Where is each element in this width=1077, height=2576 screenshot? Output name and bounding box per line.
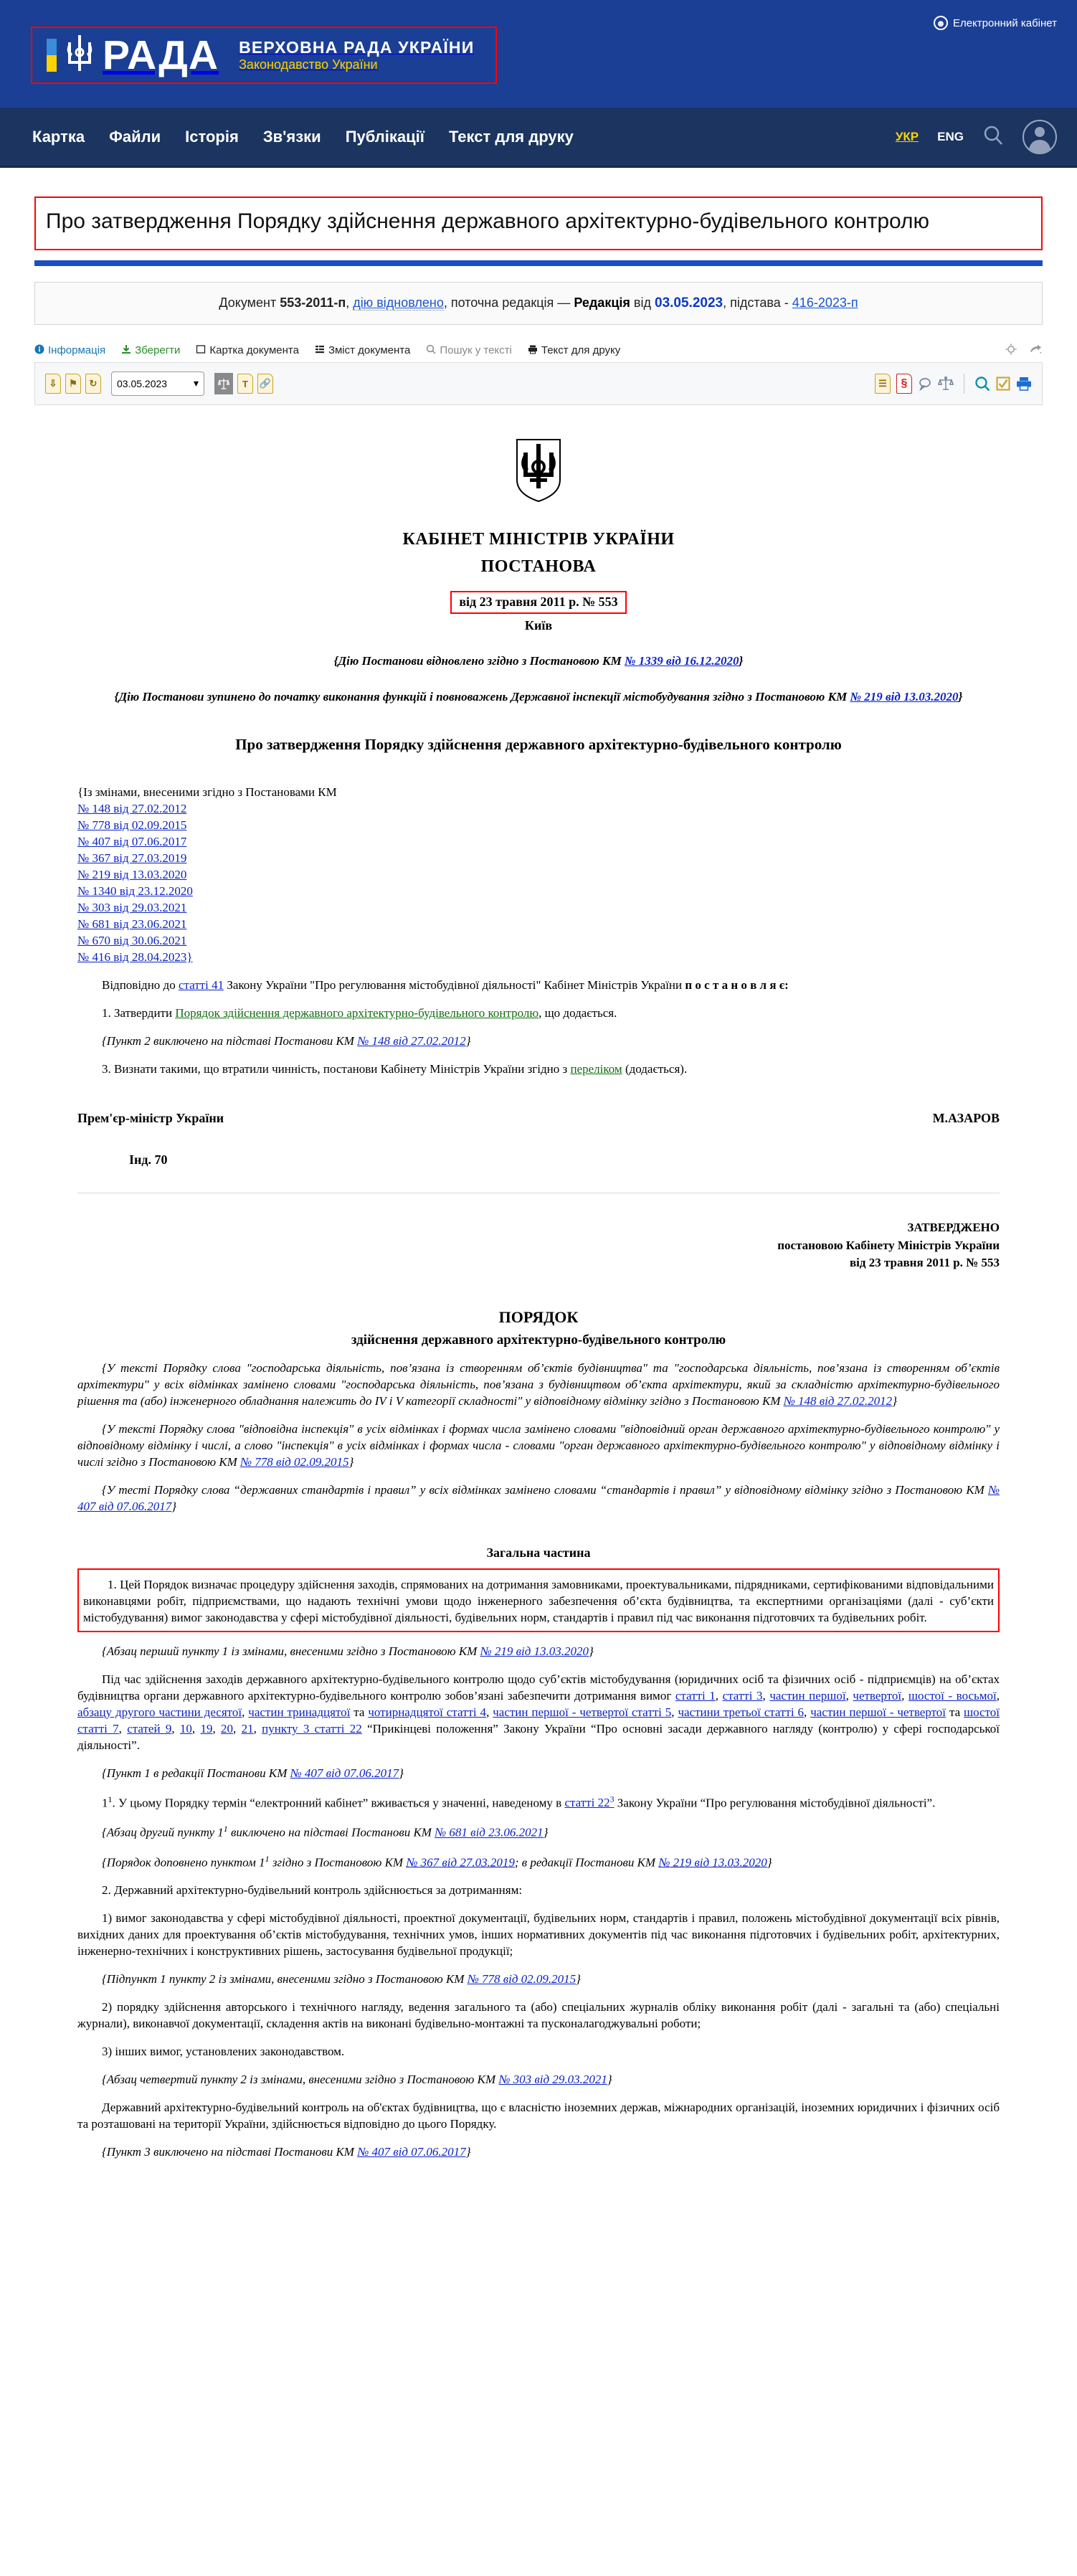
nav-item-tekst-dlya-druku[interactable]: Текст для друку <box>448 127 574 146</box>
main-navigation <box>0 108 1077 168</box>
action-save-label: Зберегти <box>135 344 181 357</box>
item3-note-pre: {Пункт 3 виключено на підставі Постанови КМ <box>102 2144 358 2159</box>
basis-mid: Закону України "Про регулювання містобудівної діяльності" Кабінет Міністрів України <box>224 977 685 992</box>
note-text-replacement-2 <box>77 1421 1000 1471</box>
lang-switch-ukr[interactable]: УКР <box>895 129 919 143</box>
item11-add-mid: згідно з Постановою КМ <box>269 1855 407 1870</box>
ref-link[interactable]: частин першої - четвертої <box>810 1705 946 1719</box>
signatory-title: Прем'єр-міністр України <box>77 1110 224 1125</box>
lang-switch-eng[interactable]: ENG <box>937 129 964 143</box>
ref-link[interactable]: статті 1 <box>675 1688 716 1703</box>
status-restored-link[interactable]: дію відновлено <box>353 295 444 310</box>
approve-order-link[interactable]: Порядок здійснення державного архітектурно-будівельного контролю <box>175 1005 539 1020</box>
item21-note-post: } <box>576 1972 581 1987</box>
action-save[interactable] <box>121 344 180 357</box>
ref-link[interactable]: абзацу другого частини десятої <box>77 1705 242 1719</box>
note-suspended <box>77 688 1000 706</box>
ref-link[interactable]: 10 <box>179 1721 192 1736</box>
note4-pre: {У тексті Порядку слова "відповідна інспекція" в усіх відмінках і формах числа замінено словами "відповідний орган державного архітектурно-будівельного контролю" у відповідному відмінку і числі, а слово "інспекція" в усіх відмінках і формах числа - словами "орган державного архітектурно-будівельного контролю" у відповідному відмінку і числі згідно з Постановою КМ <box>77 1422 1000 1469</box>
p3-pre: 3. Визнати такими, що втратили чинність, постанови Кабінету Міністрів України згідно з <box>102 1061 571 1076</box>
item-3-excluded-note <box>77 2144 1000 2161</box>
share-icon[interactable] <box>1030 344 1043 357</box>
note-text-replacement-1 <box>77 1360 1000 1410</box>
ref-link[interactable]: шостої - восьмої <box>908 1688 997 1703</box>
note-suspended-pre: {Дію Постанови зупинено до початку виконання функцій і повноважень Державної інспекції містобудування згідно з Постановою КМ <box>114 690 850 704</box>
highlighted-item-1 <box>77 1568 1000 1632</box>
ref-link[interactable]: частини третьої статті 6 <box>678 1705 805 1719</box>
approved-date-number: від 23 травня 2011 р. № 553 <box>849 1256 1000 1270</box>
action-search-in-text[interactable] <box>426 344 512 357</box>
revision-history-icon[interactable]: ↻ <box>85 374 101 394</box>
card-icon <box>196 344 206 357</box>
printer-icon <box>528 344 538 357</box>
document-save-icon[interactable]: ⇩ <box>45 374 61 394</box>
item11-add-link-2[interactable]: № 219 від 13.03.2020 <box>658 1855 767 1870</box>
logo-subtitle-line1: ВЕРХОВНА РАДА УКРАЇНИ <box>239 38 475 57</box>
toc-icon <box>315 344 325 357</box>
note-restored-pre: {Дію Постанови відновлено згідно з Постановою КМ <box>333 653 625 668</box>
note-restored-link[interactable]: № 1339 від 16.12.2020 <box>624 653 739 668</box>
note5-link[interactable]: № 407 від 07.06.2017 <box>77 1483 1000 1514</box>
signatory-name: М.АЗАРОВ <box>932 1110 1000 1125</box>
item11-note-link[interactable]: № 681 від 23.06.2021 <box>435 1825 544 1839</box>
repeal-list-link[interactable]: переліком <box>570 1061 622 1076</box>
ref-link[interactable]: 19 <box>200 1721 213 1736</box>
ref-link[interactable]: частин першої <box>769 1688 846 1703</box>
item-2-sub-1: 1) вимог законодавства у сфері містобудівної діяльності, проектної документації, будівельних норм, стандартів і правил, положень містобудівної документації всіх рівнів, вихідних даних для проектування об’єктів містобудування, технічних умов, інших нормативних документів під час виконання підготовчих і будівельних робіт, архітектурних, інженерно-технічних і конструктивних рішень, застосування будівельної продукції; <box>77 1911 1000 1959</box>
ref-link[interactable]: 21 <box>241 1721 254 1736</box>
user-circle-icon: ☻ <box>934 16 948 30</box>
note-text-replacement-3 <box>77 1482 1000 1515</box>
p2-note-pre: {Пункт 2 виключено на підставі Постанови КМ <box>102 1033 358 1048</box>
action-table-of-contents[interactable] <box>315 344 410 357</box>
state-emblem <box>77 438 1000 508</box>
status-redaction-label: Редакція <box>574 295 630 310</box>
status-basis-label: , підстава - <box>723 295 789 310</box>
item24-note-post: } <box>607 2072 612 2086</box>
order-subheading: здійснення державного архітектурно-будівельного контролю <box>351 1332 726 1348</box>
ref-link[interactable]: четвертої <box>853 1688 902 1703</box>
site-header <box>0 0 1077 108</box>
item3-note-link[interactable]: № 407 від 07.06.2017 <box>357 2144 466 2159</box>
action-table-of-contents-label: Зміст документа <box>328 344 411 357</box>
info-circle-icon <box>34 344 44 357</box>
item11-note-pre: {Абзац другий пункту 1 <box>102 1825 224 1839</box>
action-print-text[interactable] <box>528 344 620 357</box>
document-toolbar <box>34 362 1043 405</box>
download-icon <box>121 344 131 357</box>
section-heading-general: Загальна частина <box>486 1545 591 1560</box>
item21-note-pre: {Підпункт 1 пункту 2 із змінами, внесеними згідно з Постановою КМ <box>102 1972 468 1987</box>
p2-note-link[interactable]: № 148 від 27.02.2012 <box>357 1033 466 1048</box>
note-suspended-post: } <box>958 690 963 704</box>
search-icon <box>426 344 436 357</box>
item11-add-sup: 1 <box>265 1853 270 1864</box>
paragraph-2-excluded-note <box>77 1033 1000 1050</box>
amendment-link[interactable]: № 416 від 28.04.2023} <box>77 950 193 964</box>
amendment-link[interactable]: № 778 від 02.09.2015 <box>77 818 187 833</box>
legal-scales-icon[interactable] <box>938 376 954 392</box>
action-information-label: Інформація <box>48 344 106 357</box>
basis-resolves: п о с т а н о в л я є: <box>685 977 789 992</box>
flag-stripe-icon <box>47 39 57 72</box>
amendment-link[interactable]: № 303 від 29.03.2021 <box>77 901 187 915</box>
item-2-sub-3: 3) інших вимог, установлених законодавством. <box>102 2044 345 2058</box>
item1-note-post: } <box>589 1644 594 1659</box>
note5-pre: {У тесті Порядку слова “державних стандартів і правил” у всіх відмінках замінено словами “стандартів і правил” у відповідному відмінку згідно з Постановою КМ <box>102 1483 988 1497</box>
search-icon[interactable] <box>974 376 990 392</box>
status-basis-link[interactable]: 416-2023-п <box>792 295 858 310</box>
status-redaction-date: 03.05.2023 <box>655 295 723 311</box>
p1-pre: 1. Затвердити <box>102 1005 176 1020</box>
paragraph-3 <box>77 1061 1000 1078</box>
item-2-sub-1-note <box>77 1971 1000 1988</box>
item24-note-link[interactable]: № 303 від 29.03.2021 <box>498 2072 607 2086</box>
avatar[interactable] <box>1023 120 1057 154</box>
basis-pre: Відповідно до <box>102 977 179 992</box>
note5-post: } <box>171 1500 177 1514</box>
amendments-list <box>77 785 1000 966</box>
document-structure-icon[interactable]: ☰ <box>875 374 891 394</box>
ref-link[interactable]: частин першої - четвертої статті 5 <box>493 1705 672 1719</box>
action-document-card[interactable] <box>196 344 299 357</box>
nav-item-istoriya[interactable]: Історія <box>185 127 239 146</box>
p3-post: (додається). <box>622 1061 688 1076</box>
site-logo[interactable] <box>31 27 497 84</box>
approved-block <box>77 1219 1000 1272</box>
logo-subtitle-line2: Законодавство України <box>239 57 378 72</box>
action-document-card-label: Картка документа <box>209 344 299 357</box>
nav-item-faily[interactable]: Файли <box>109 127 161 146</box>
redaction-date-select[interactable] <box>111 371 204 396</box>
amendment-link[interactable]: № 148 від 27.02.2012 <box>77 802 187 816</box>
amendment-link[interactable]: № 1340 від 23.12.2020 <box>77 884 193 899</box>
comment-icon[interactable] <box>918 377 932 391</box>
nav-item-kartka[interactable]: Картка <box>32 127 85 146</box>
link-document-icon[interactable]: 🔗 <box>257 374 273 394</box>
status-current: , поточна редакція — <box>443 295 571 310</box>
amendment-link[interactable]: № 681 від 23.06.2021 <box>77 917 187 932</box>
note4-post: } <box>348 1455 354 1469</box>
settings-gear-icon[interactable] <box>1005 344 1017 358</box>
paragraph-1 <box>77 1005 1000 1022</box>
item-2-para-4-note <box>77 2072 1000 2088</box>
item3-note-post: } <box>465 2144 471 2159</box>
item-2-foreign-paragraph: Державний архітектурно-будівельний контроль на об'єктах будівництва, що є власністю іноземних держав, міжнародних організацій, іноземних юридичних і фізичних осіб та розташовані на території України, здійснюється відповідно до цього Порядку. <box>77 2100 1000 2131</box>
approved-by: постановою Кабінету Міністрів України <box>777 1238 1000 1252</box>
note3-link[interactable]: № 148 від 27.02.2012 <box>783 1394 893 1408</box>
nav-item-publikatsii[interactable]: Публікації <box>345 127 424 146</box>
note3-pre: {У тексті Порядку слова "господарська діяльність, пов’язана із створенням об’єктів будівництва" та "господарська діяльність, пов’язана із створенням об’єктів архітектури" у всіх відмінках замінено словами "господарська діяльність, пов’язана з будівництвом об’єкта архітектури, який за складністю архітектурно-будівельного рішення та (або) інженерного обладнання належить до IV і V категорії складності" у відповідному відмінку згідно з Постановою КМ <box>77 1361 1000 1408</box>
redaction-date-value: 03.05.2023 <box>117 377 168 389</box>
item11-note-mid: виключено на підставі Постанови КМ <box>227 1825 435 1839</box>
item11-note-sup: 1 <box>223 1824 228 1834</box>
ref-link[interactable]: 20 <box>221 1721 234 1736</box>
authority-name: КАБІНЕТ МІНІСТРІВ УКРАЇНИ <box>402 529 675 549</box>
amendment-link[interactable]: № 219 від 13.03.2020 <box>77 868 187 882</box>
document-status-bar: Документ 553-2011-п, дію відновлено, поточна редакція — Редакція від 03.05.2023, підстава - 416-2023-п <box>34 282 1043 325</box>
amendment-link[interactable]: № 367 від 27.03.2019 <box>77 851 187 866</box>
checkbox-icon[interactable] <box>996 377 1010 391</box>
electronic-cabinet-label: Електронний кабінет <box>952 16 1057 29</box>
ref-link[interactable]: частин тринадцятої <box>248 1705 351 1719</box>
item11-article-label: статті 22 <box>564 1796 610 1810</box>
p2-note-post: } <box>465 1033 471 1048</box>
document-kind: ПОСТАНОВА <box>480 557 597 576</box>
text-document-icon[interactable]: T <box>237 374 253 394</box>
item11-add-mid2: ; в редакції Постанови КМ <box>514 1855 659 1870</box>
order-heading: ПОРЯДОК <box>498 1308 579 1327</box>
item21-note-link[interactable]: № 778 від 02.09.2015 <box>467 1972 577 1987</box>
note-restored <box>77 653 1000 670</box>
note-restored-post: } <box>739 653 744 668</box>
paragraph-basis <box>77 977 1000 994</box>
item24-note-pre: {Абзац четвертий пункту 2 із змінами, внесеними згідно з Постановою КМ <box>102 2072 499 2086</box>
action-information[interactable] <box>34 344 105 357</box>
item1-red-post: } <box>399 1766 404 1780</box>
item1-note-pre: {Абзац перший пункту 1 із змінами, внесеними згідно з Постановою КМ <box>102 1644 480 1659</box>
ukraine-trident-icon <box>64 34 95 77</box>
nav-item-zvyazky[interactable]: Зв'язки <box>262 127 321 146</box>
item-2-sub-2: 2) порядку здійснення авторського і технічного нагляду, ведення загального та (або) спеціальних журналів обліку виконання робіт (далі - загальні та (або) спеціальні журнали), виконавчої документації, складення актів на виконані будівельно-монтажні та пусконалагоджувальні роботи; <box>77 2000 1000 2031</box>
print-icon[interactable] <box>1016 377 1032 391</box>
p1-post: , що додається. <box>538 1005 617 1020</box>
ref-link[interactable]: пункту 3 статті 22 <box>262 1721 362 1736</box>
ref-link[interactable]: статей 9 <box>127 1721 172 1736</box>
ref-link[interactable]: статті 3 <box>722 1688 763 1703</box>
basis-article-link[interactable]: статті 41 <box>178 977 224 992</box>
note3-post: } <box>892 1394 897 1408</box>
approved-label: ЗАТВЕРДЖЕНО <box>907 1221 1000 1235</box>
item-1-1-excluded-note <box>77 1823 1000 1842</box>
search-icon[interactable] <box>982 124 1004 149</box>
item11-add-link-1[interactable]: № 367 від 27.03.2019 <box>406 1855 515 1870</box>
item1-note-link[interactable]: № 219 від 13.03.2020 <box>480 1644 589 1659</box>
bookmark-icon[interactable]: ⚑ <box>65 374 81 394</box>
item-1-paragraph-2: Під час здійснення заходів державного архітектурно-будівельного контролю щодо суб’єктів містобудування (юридичних осіб та фізичних осіб - підприємців) на об’єктах будівництва органи державного архітектурно-будівельного контролю зобов’язані забезпечити дотримання вимог статті 1, статті 3, частин першої, четвертої, шостої - восьмої, абзацу другого частини десятої, частин тринадцятої та чотирнадцятої статті 4, частин першої - четвертої статті 5, частини третьої статті 6, частин першої - четвертої та шостої статті 7, статей 9, 10, 19, 20, 21, пункту 3 статті 22 “Прикінцеві положення” Закону України “Про основні засади державного нагляду (контролю) у сфері господарської діяльності”. <box>77 1672 1000 1752</box>
index-number: Інд. 70 <box>129 1152 168 1167</box>
status-from-word: від <box>633 295 651 310</box>
document-date-number: від 23 травня 2011 р. № 553 <box>450 591 626 613</box>
item1-p2-post: “Прикінцеві положення” Закону України “Про основні засади державного нагляду (контролю) у сфері господарської діяльності”. <box>77 1721 1000 1752</box>
document-city: Київ <box>524 617 553 633</box>
scales-of-justice-icon[interactable] <box>214 373 233 394</box>
item-1-1-added-note <box>77 1853 1000 1872</box>
item11-add-post: } <box>767 1855 772 1870</box>
item11-post: Закону України “Про регулювання містобудівної діяльності”. <box>614 1796 936 1810</box>
item-1-note <box>77 1644 1000 1660</box>
note4-link[interactable]: № 778 від 02.09.2015 <box>240 1455 349 1469</box>
page-title: Про затвердження Порядку здійснення державного архітектурно-будівельного контролю <box>34 196 1043 250</box>
item1-red-link[interactable]: № 407 від 07.06.2017 <box>290 1766 399 1780</box>
logo-wordmark: РАДА <box>103 32 219 78</box>
item-1-redaction-note <box>77 1766 1000 1782</box>
paragraph-symbol-icon[interactable]: § <box>896 374 912 394</box>
action-print-text-label: Текст для друку <box>541 344 621 357</box>
item11-article-sup: 3 <box>609 1794 615 1804</box>
item11-article-link[interactable] <box>564 1796 614 1809</box>
item11-num: 1 <box>102 1796 108 1810</box>
item1-red-pre: {Пункт 1 в редакції Постанови КМ <box>102 1766 290 1780</box>
amendment-link[interactable]: № 407 від 07.06.2017 <box>77 835 187 849</box>
amendments-header: {Із змінами, внесеними згідно з Постановами КМ <box>77 785 337 799</box>
signature-row <box>77 1109 1000 1127</box>
item11-add-pre: {Порядок доповнено пунктом 1 <box>102 1855 265 1870</box>
chevron-down-icon: ▾ <box>193 377 199 389</box>
document-action-bar <box>34 344 1043 362</box>
action-search-in-text-label: Пошук у текстi <box>440 344 512 357</box>
title-underline-rule <box>34 260 1043 266</box>
item-1-text: 1. Цей Порядок визначає процедуру здійснення заходів, спрямованих на дотримання замовниками, проектувальниками, підрядниками, сертифікованими відповідальними виконавцями робіт, підприємствами, що надають технічні умови щодо інженерного забезпечення об’єкта будівництва, та експертними організаціями (далі - суб’єкти містобудування) вимог законодавства у сфері містобудівної діяльності, будівельних норм, стандартів і правил під час виконання підготовчих та будівельних робіт. <box>83 1578 994 1625</box>
item11-note-post: } <box>543 1825 549 1839</box>
note-suspended-link[interactable]: № 219 від 13.03.2020 <box>850 690 959 704</box>
ref-link[interactable]: чотирнадцятої статті 4 <box>368 1705 487 1719</box>
electronic-cabinet-link[interactable] <box>934 16 1057 30</box>
status-doc-number: 553-2011-п <box>280 295 346 310</box>
item11-pre: . У цьому Порядку термін “електронний кабінет” вживається у значенні, наведеному в <box>112 1796 565 1810</box>
document-text <box>34 405 1043 2189</box>
item-2: 2. Державний архітектурно-будівельний контроль здійснюється за дотриманням: <box>102 1883 523 1898</box>
document-subject-title: Про затвердження Порядку здійснення державного архітектурно-будівельного контролю <box>235 736 842 754</box>
item11-num-sup: 1 <box>108 1794 113 1804</box>
amendment-link[interactable]: № 670 від 30.06.2021 <box>77 933 187 947</box>
item1-p2-pre: Під час здійснення заходів державного архітектурно-будівельного контролю щодо суб’єктів містобудування (юридичних осіб та фізичних осіб - підприємців) на об’єктах будівництва органи державного архітектурно-будівельного контролю зобов’язані забезпечити дотримання вимог <box>77 1672 1000 1703</box>
item-1-1 <box>77 1794 1000 1812</box>
ref-link[interactable]: шостої статті 7 <box>77 1705 1000 1736</box>
status-prefix: Документ <box>219 295 277 310</box>
